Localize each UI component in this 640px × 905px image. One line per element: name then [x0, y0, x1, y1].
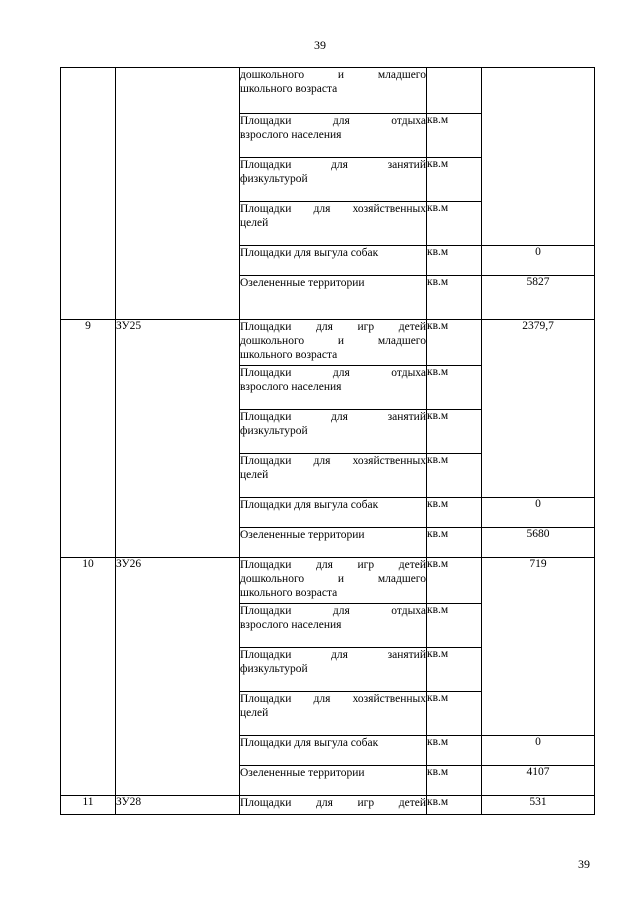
item-name-line: Площадки для хозяйственных [240, 203, 426, 215]
land-plot-cell: ЗУ26 [116, 558, 240, 796]
item-name-line: взрослого населения [240, 129, 342, 141]
value-cell: 0 [482, 736, 595, 766]
table-row [61, 558, 595, 604]
item-name-line: взрослого населения [240, 619, 342, 631]
value-cell: 5680 [482, 528, 595, 558]
unit-cell: кв.м [427, 558, 482, 604]
table-row [61, 320, 595, 366]
item-name-line: Площадки для игр детей [240, 559, 426, 571]
item-name-line: Площадки для отдыха [240, 605, 426, 617]
item-name-cell [240, 158, 427, 202]
row-number-cell [61, 68, 116, 320]
item-name-line: целей [240, 469, 269, 481]
item-name-cell: Озелененные территории [240, 276, 427, 320]
item-name-cell [240, 558, 427, 604]
item-name-line: школьного возраста [240, 83, 338, 95]
unit-cell: кв.м [427, 648, 482, 692]
item-name-cell [240, 454, 427, 498]
unit-cell: кв.м [427, 736, 482, 766]
item-name-line: Площадки для игр детей [240, 797, 426, 809]
table-row [61, 68, 595, 114]
item-name-line: Площадки для занятий [240, 649, 426, 661]
item-name-cell [240, 648, 427, 692]
item-name-line: Площадки для хозяйственных [240, 693, 426, 705]
item-name-cell: Площадки для выгула собак [240, 736, 427, 766]
unit-cell: кв.м [427, 158, 482, 202]
item-name-cell [240, 604, 427, 648]
unit-cell: кв.м [427, 454, 482, 498]
item-name-cell: Площадки для выгула собак [240, 246, 427, 276]
unit-cell: кв.м [427, 498, 482, 528]
row-number-cell: 10 [61, 558, 116, 796]
planning-table [60, 67, 595, 815]
item-name-line: Площадки для занятий [240, 159, 426, 171]
value-cell: 2379,7 [482, 320, 595, 498]
unit-cell: кв.м [427, 796, 482, 815]
item-name-line: Площадки для занятий [240, 411, 426, 423]
item-name-line: дошкольного и младшего [240, 335, 426, 347]
item-name-cell [240, 202, 427, 246]
item-name-line: целей [240, 707, 269, 719]
unit-cell: кв.м [427, 528, 482, 558]
unit-cell: кв.м [427, 276, 482, 320]
item-name-line: Площадки для отдыха [240, 367, 426, 379]
row-number-cell: 9 [61, 320, 116, 558]
page-number-bottom: 39 [578, 857, 590, 871]
item-name-cell [240, 410, 427, 454]
land-plot-cell [116, 68, 240, 320]
unit-cell: кв.м [427, 604, 482, 648]
unit-cell: кв.м [427, 202, 482, 246]
item-name-cell [240, 692, 427, 736]
unit-cell [427, 68, 482, 114]
table-row [61, 796, 595, 815]
item-name-cell: Озелененные территории [240, 766, 427, 796]
item-name-line: школьного возраста [240, 587, 338, 599]
unit-cell: кв.м [427, 114, 482, 158]
unit-cell: кв.м [427, 766, 482, 796]
page-number-top: 39 [314, 38, 326, 52]
item-name-cell [240, 320, 427, 366]
land-plot-cell: ЗУ25 [116, 320, 240, 558]
unit-cell: кв.м [427, 366, 482, 410]
item-name-line: школьного возраста [240, 349, 338, 361]
value-cell: 4107 [482, 766, 595, 796]
unit-cell: кв.м [427, 410, 482, 454]
item-name-cell: Озелененные территории [240, 528, 427, 558]
item-name-line: дошкольного и младшего [240, 69, 426, 81]
item-name-line: физкультурой [240, 173, 308, 185]
item-name-line: Площадки для отдыха [240, 115, 426, 127]
item-name-line: физкультурой [240, 425, 308, 437]
item-name-line: взрослого населения [240, 381, 342, 393]
item-name-line: Площадки для игр детей [240, 321, 426, 333]
value-cell: 719 [482, 558, 595, 736]
value-cell [482, 68, 595, 246]
row-number-cell: 11 [61, 796, 116, 815]
unit-cell: кв.м [427, 320, 482, 366]
unit-cell: кв.м [427, 246, 482, 276]
value-cell: 0 [482, 246, 595, 276]
item-name-cell [240, 114, 427, 158]
item-name-cell: Площадки для выгула собак [240, 498, 427, 528]
value-cell: 5827 [482, 276, 595, 320]
item-name-cell [240, 68, 427, 114]
value-cell: 0 [482, 498, 595, 528]
land-plot-cell: ЗУ28 [116, 796, 240, 815]
item-name-cell [240, 366, 427, 410]
value-cell: 531 [482, 796, 595, 815]
unit-cell: кв.м [427, 692, 482, 736]
item-name-line: целей [240, 217, 269, 229]
item-name-line: Площадки для хозяйственных [240, 455, 426, 467]
item-name-line: физкультурой [240, 663, 308, 675]
item-name-cell [240, 796, 427, 815]
item-name-line: дошкольного и младшего [240, 573, 426, 585]
